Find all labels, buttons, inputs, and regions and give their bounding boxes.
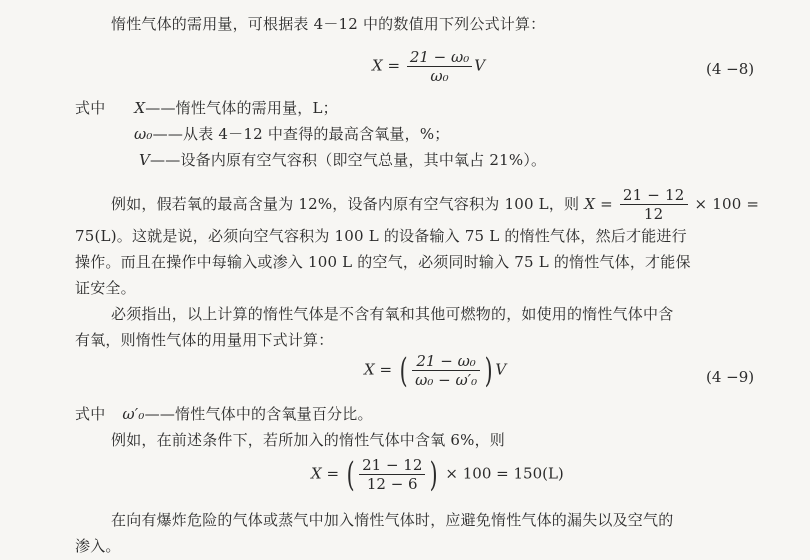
fraction-numerator: 21 − ω₀: [412, 352, 480, 371]
formula-4-8: [372, 48, 485, 85]
paragraph-note-line2: 有氧，则惰性气体的用量用下式计算：: [75, 331, 334, 349]
where-text: ——惰性气体中的含氧量百分比。: [144, 405, 373, 423]
formula-fraction: [407, 48, 472, 85]
where-symbol: ω₀: [134, 125, 153, 143]
where-text: ——设备内原有空气容积（即空气总量，其中氧占 21%）。: [150, 151, 547, 169]
where-label: 式中: [75, 99, 106, 117]
formula-fraction: [412, 352, 480, 389]
fraction-numerator: 21 − 12: [620, 186, 688, 205]
where-text: ——惰性气体的需用量，L；: [145, 99, 338, 117]
fraction-numerator: 21 − ω₀: [407, 48, 472, 67]
formula-lhs: X: [364, 360, 375, 379]
formula-equals: =: [387, 56, 401, 75]
formula-numeric-example: [311, 456, 564, 493]
where-clause-x: [75, 98, 338, 118]
where-clause-omega: [134, 124, 449, 144]
paragraph-intro: 惰性气体的需用量，可根据表 4－12 中的数值用下列公式计算：: [111, 15, 546, 33]
inline-formula-tail: × 100 =: [694, 195, 760, 213]
right-paren: ): [484, 350, 493, 391]
left-paren: (: [346, 454, 355, 495]
fraction-denominator: 12 − 6: [366, 475, 418, 493]
formula-equals: =: [379, 360, 393, 379]
paragraph-example-1-line3: 操作。而且在操作中每输入或渗入 100 L 的空气，必须同时输入 75 L 的惰性气体，才能保: [75, 253, 691, 271]
inline-formula-equals: =: [600, 195, 613, 213]
fraction-denominator: ω₀: [430, 67, 449, 85]
equation-number-4-8: (4 −8): [706, 60, 755, 78]
left-paren: (: [399, 350, 408, 391]
paragraph-text: 例如，假若氧的最高含量为 12%，设备内原有空气容积为 100 L，则: [111, 195, 580, 213]
formula-lhs: X: [311, 464, 322, 483]
paragraph-caution-line1: 在向有爆炸危险的气体或蒸气中加入惰性气体时，应避免惰性气体的漏失以及空气的: [111, 511, 674, 529]
where-text: ——从表 4－12 中查得的最高含氧量，%；: [152, 125, 450, 143]
equation-number-4-9: (4 −9): [706, 368, 755, 386]
formula-tail: V: [495, 360, 507, 379]
paragraph-caution-line2: 渗入。: [75, 537, 121, 555]
fraction-denominator: ω₀ − ω′₀: [415, 371, 478, 389]
where-clause-v: [139, 150, 546, 170]
paragraph-note-line1: 必须指出，以上计算的惰性气体是不含有氧和其他可燃物的，如使用的惰性气体中含: [111, 305, 674, 323]
where-label: 式中: [75, 405, 106, 423]
formula-lhs: X: [372, 56, 383, 75]
where-clause-omega-prime: [75, 404, 373, 424]
where-symbol: X: [134, 99, 146, 117]
formula-4-9: [364, 352, 506, 389]
formula-tail: V: [474, 56, 486, 75]
formula-tail: × 100 = 150(L): [445, 464, 564, 483]
where-symbol: V: [139, 151, 151, 169]
right-paren: ): [430, 454, 438, 495]
formula-equals: =: [326, 464, 340, 483]
inline-formula-lhs: X: [584, 195, 596, 213]
inline-formula-fraction: [620, 186, 688, 223]
paragraph-example-1-line2: 75(L)。这就是说，必须向空气容积为 100 L 的设备输入 75 L 的惰性气体，然后才能进行: [75, 227, 687, 245]
paragraph-example-2: 例如，在前述条件下，若所加入的惰性气体中含氧 6%，则: [111, 431, 505, 449]
paragraph-example-1-line1: [111, 186, 759, 223]
where-symbol: ω′₀: [122, 405, 145, 423]
paragraph-example-1-line4: 证安全。: [75, 279, 136, 297]
formula-fraction: [359, 456, 425, 493]
fraction-denominator: 12: [643, 205, 664, 223]
fraction-numerator: 21 − 12: [359, 456, 425, 475]
